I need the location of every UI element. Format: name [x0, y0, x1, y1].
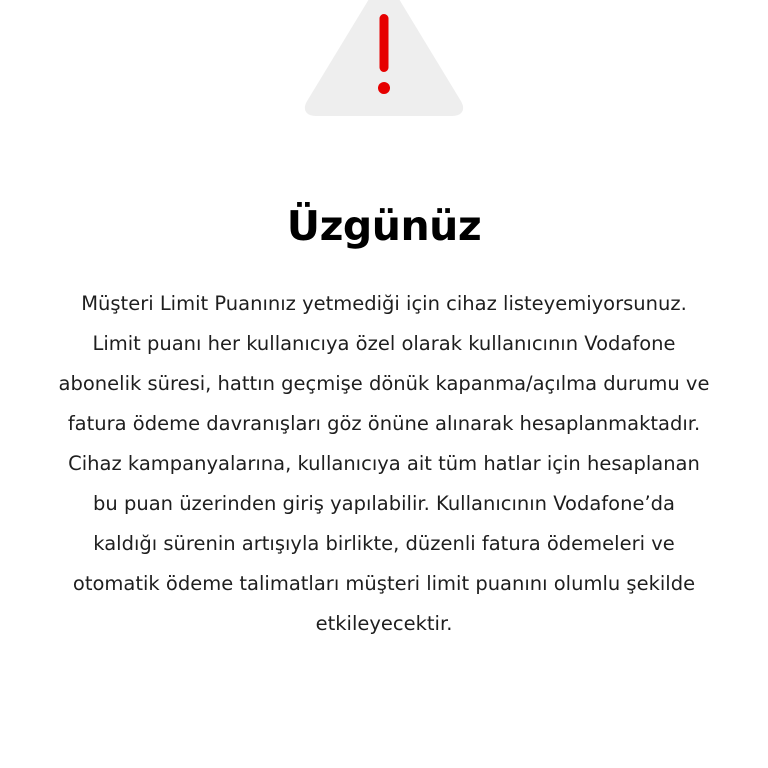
message-line: Limit puanı her kullanıcıya özel olarak kullanıcının Vodafone	[92, 332, 676, 355]
message-line: etkileyecektir.	[315, 612, 453, 635]
message-line: bu puan üzerinden giriş yapılabilir. Kullanıcının Vodafone’da	[93, 492, 675, 515]
message-line: abonelik süresi, hattın geçmişe dönük kapanma/açılma durumu ve	[58, 372, 710, 395]
message-line: kaldığı sürenin artışıyla birlikte, düzenli fatura ödemeleri ve	[93, 532, 675, 555]
exclamation-bar	[380, 14, 389, 72]
exclamation-dot	[378, 82, 390, 94]
page-title: Üzgünüz	[286, 202, 482, 250]
warning-triangle-icon	[304, 0, 464, 120]
message-line: Cihaz kampanyalarına, kullanıcıya ait tüm hatlar için hesaplanan	[68, 452, 700, 475]
message-line: fatura ödeme davranışları göz önüne alınarak hesaplanmaktadır.	[67, 412, 701, 435]
message-line: otomatik ödeme talimatları müşteri limit puanını olumlu şekilde	[72, 572, 696, 595]
limit-message	[24, 284, 744, 644]
message-line: Müşteri Limit Puanınız yetmediği için cihaz listeyemiyorsunuz.	[81, 292, 687, 315]
